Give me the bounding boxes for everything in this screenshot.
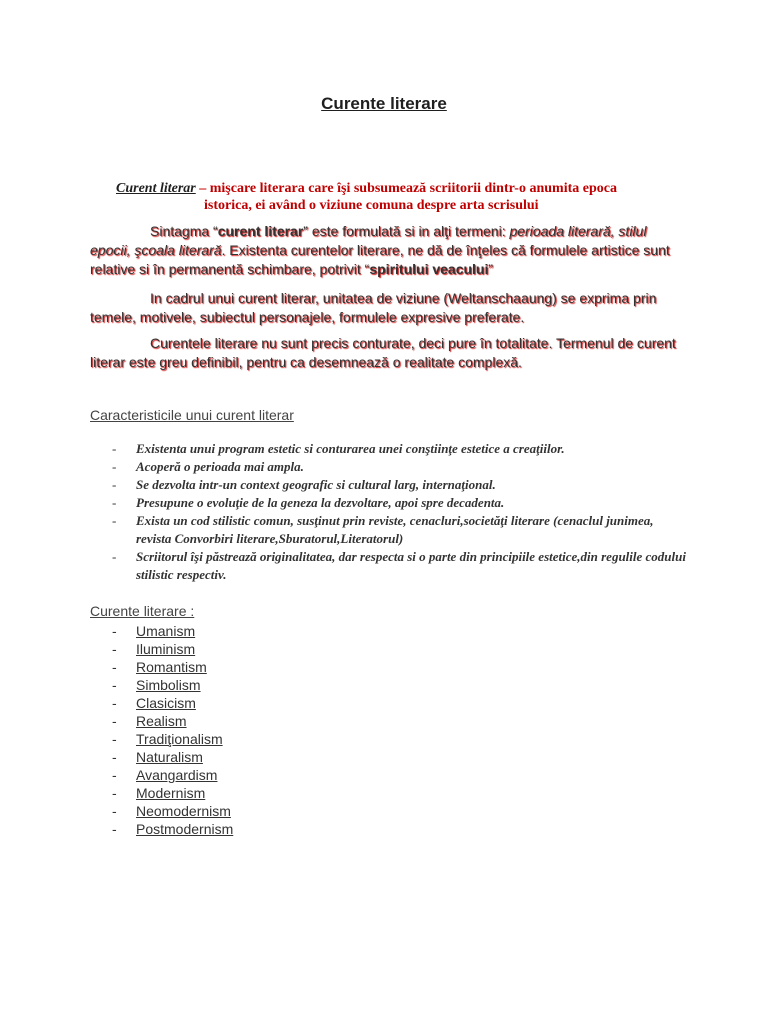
list-item: - Postmodernism <box>112 821 234 837</box>
list-item: - Modernism <box>112 785 206 801</box>
paragraph-viziune: In cadrul unui curent literar, unitatea de viziune (Weltanschaaung) se exprima prin temele, motivele, subiectul personajele, formulele expresive preferate. <box>90 290 657 325</box>
section-title-currents: Curente literare : <box>90 603 195 619</box>
list-item: - Umanism <box>112 623 196 639</box>
current-link-postmodernism[interactable]: Postmodernism <box>136 821 234 837</box>
list-item: - Iluminism <box>112 641 196 657</box>
current-link-naturalism[interactable]: Naturalism <box>136 749 203 765</box>
list-item: - Simbolism <box>112 677 201 693</box>
page-title: Curente literare <box>321 94 447 113</box>
currents-list <box>112 622 233 838</box>
list-item: - Presupune o evoluţie de la geneza la dezvoltare, apoi spre decadenta. <box>112 495 505 510</box>
list-item: - Se dezvolta intr-un context geografic si cultural larg, internaţional. <box>112 477 496 492</box>
definition-term: Curent literar <box>116 181 196 196</box>
list-item: - Romantism <box>112 659 207 675</box>
list-item: - Acoperă o perioada mai ampla. <box>112 459 304 474</box>
list-item: - Clasicism <box>112 695 196 711</box>
current-link-traditionalism[interactable]: Tradiţionalism <box>136 731 223 747</box>
list-item: - Neomodernism <box>112 803 231 819</box>
list-item: - Exista un cod stilistic comun, susţinut prin reviste, cenacluri,societăţi literare (cenaclul junimea, revista Convorbiri literare,Sburatorul,Literatorul) <box>112 513 654 546</box>
current-link-romantism[interactable]: Romantism <box>136 659 207 675</box>
current-link-iluminism[interactable]: Iluminism <box>136 641 196 657</box>
definition-line1: – mişcare literara care îşi subsumează scriitorii dintr-o anumita epoca <box>195 181 617 196</box>
definition <box>116 180 676 214</box>
current-link-umanism[interactable]: Umanism <box>136 623 196 639</box>
paragraph-conturate: Curentele literare nu sunt precis conturate, deci pure în totalitate. Termenul de curent literar este greu definibil, pentru ca desemnează o realitate complexă. <box>90 335 676 370</box>
current-link-avangardism[interactable]: Avangardism <box>136 767 218 783</box>
list-item: - Scriitorul îşi păstrează originalitatea, dar respecta si o parte din principiile estetice,din regulile codului stilistic respectiv. <box>112 549 686 582</box>
current-link-modernism[interactable]: Modernism <box>136 785 206 801</box>
list-item: - Tradiţionalism <box>112 731 223 747</box>
current-link-simbolism[interactable]: Simbolism <box>136 677 201 693</box>
current-link-realism[interactable]: Realism <box>136 713 187 729</box>
list-item: - Realism <box>112 713 187 729</box>
list-item: - Naturalism <box>112 749 203 765</box>
current-link-clasicism[interactable]: Clasicism <box>136 695 196 711</box>
list-item: - Avangardism <box>112 767 218 783</box>
list-item: - Existenta unui program estetic si conturarea unei conştiinţe estetice a creaţiilor. <box>112 441 565 456</box>
section-title-characteristics: Caracteristicile unui curent literar <box>90 407 294 423</box>
definition-line2: istorica, ei având o viziune comuna despre arta scrisului <box>204 198 539 213</box>
characteristics-list <box>112 440 692 584</box>
current-link-neomodernism[interactable]: Neomodernism <box>136 803 231 819</box>
paragraph-sintagma: Sintagma “curent literar” este formulată si in alţi termeni: perioada literară, stilul epocii, şcoala literară. Existenta curentelor literare, ne dă de înţeles că formulele artistice sunt relative si în permanentă schimbare, potrivit “spiritului veacului” <box>90 223 670 277</box>
